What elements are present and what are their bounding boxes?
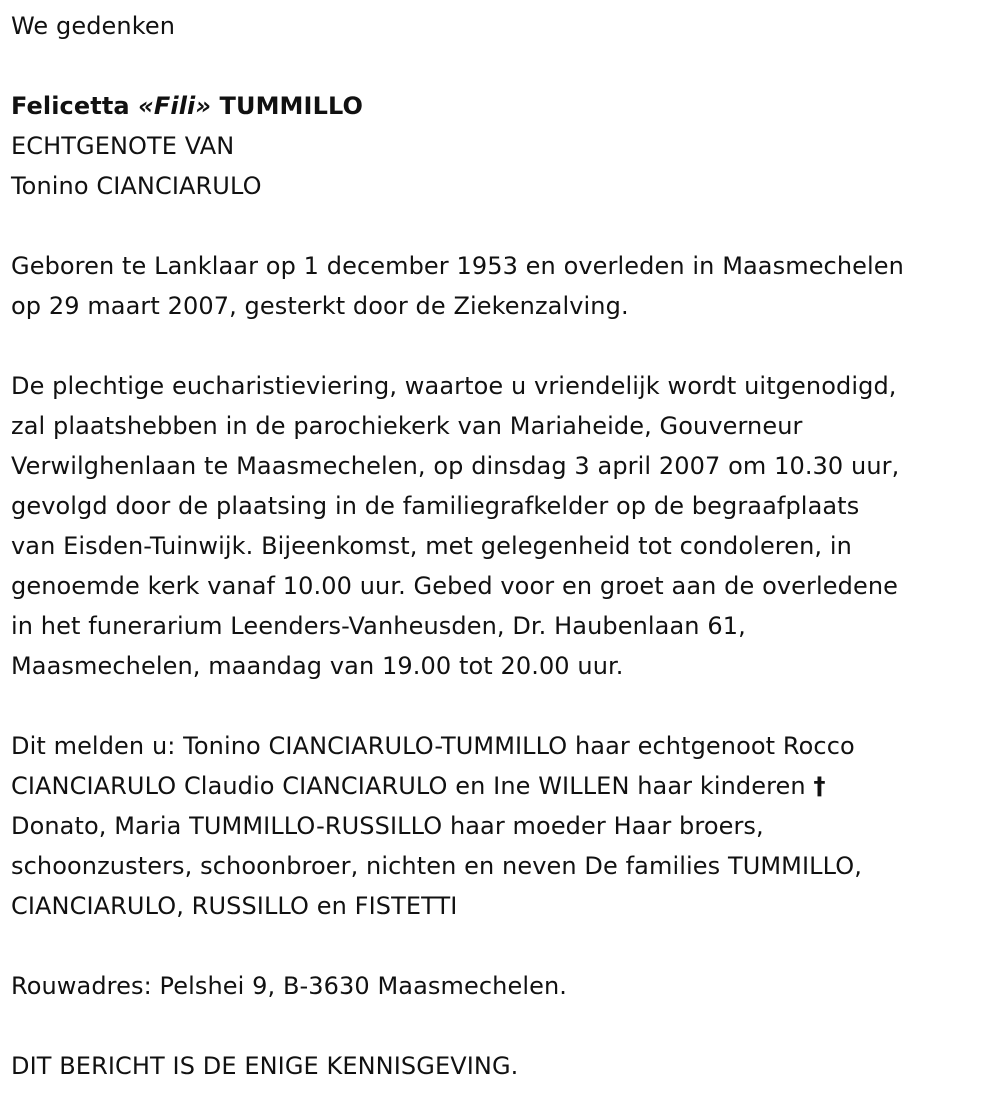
nickname: «Fili» [138, 92, 212, 120]
paragraph-line: schoonzusters, schoonbroer, nichten en neven De families TUMMILLO, [11, 852, 862, 880]
paragraph-line: genoemde kerk vanaf 10.00 uur. Gebed voor en groet aan de overledene [11, 572, 899, 600]
only-notice-statement: DIT BERICHT IS DE ENIGE KENNISGEVING. [11, 1052, 519, 1080]
relation-label: ECHTGENOTE VAN [11, 132, 235, 160]
paragraph-line: van Eisden-Tuinwijk. Bijeenkomst, met gelegenheid tot condoleren, in [11, 532, 852, 560]
spouse-name: Tonino CIANCIARULO [11, 172, 262, 200]
paragraph-line: Geboren te Lanklaar op 1 december 1953 en overleden in Maasmechelen [11, 252, 904, 280]
paragraph-line [11, 766, 996, 806]
paragraph-line: op 29 maart 2007, gesterkt door de Ziekenzalving. [11, 292, 629, 320]
announcers-line-text: CIANCIARULO Claudio CIANCIARULO en Ine WILLEN haar kinderen [11, 772, 806, 800]
paragraph-line: Verwilghenlaan te Maasmechelen, op dinsdag 3 april 2007 om 10.30 uur, [11, 452, 900, 480]
paragraph-line: CIANCIARULO, RUSSILLO en FISTETTI [11, 892, 458, 920]
last-name: TUMMILLO [219, 92, 364, 120]
birth-death-paragraph [11, 246, 996, 326]
obituary-notice [11, 0, 996, 1086]
paragraph-line: in het funerarium Leenders-Vanheusden, Dr. Haubenlaan 61, [11, 612, 746, 640]
paragraph-line: De plechtige eucharistieviering, waartoe u vriendelijk wordt uitgenodigd, [11, 372, 897, 400]
ceremony-paragraph [11, 366, 996, 686]
paragraph-line: zal plaatshebben in de parochiekerk van Mariaheide, Gouverneur [11, 412, 803, 440]
mourning-address: Rouwadres: Pelshei 9, B-3630 Maasmechelen. [11, 972, 567, 1000]
paragraph-line: gevolgd door de plaatsing in de familiegrafkelder op de begraafplaats [11, 492, 860, 520]
deceased-name [11, 86, 996, 126]
announcers-paragraph [11, 726, 996, 926]
paragraph-line: Donato, Maria TUMMILLO-RUSSILLO haar moeder Haar broers, [11, 812, 764, 840]
first-name: Felicetta [11, 92, 130, 120]
paragraph-line: Dit melden u: Tonino CIANCIARULO-TUMMILLO haar echtgenoot Rocco [11, 732, 855, 760]
cross-icon: † [813, 772, 826, 800]
paragraph-line: Maasmechelen, maandag van 19.00 tot 20.00 uur. [11, 652, 624, 680]
notice-paragraph [11, 1046, 996, 1086]
intro-text: We gedenken [11, 12, 176, 40]
address-paragraph [11, 966, 996, 1006]
